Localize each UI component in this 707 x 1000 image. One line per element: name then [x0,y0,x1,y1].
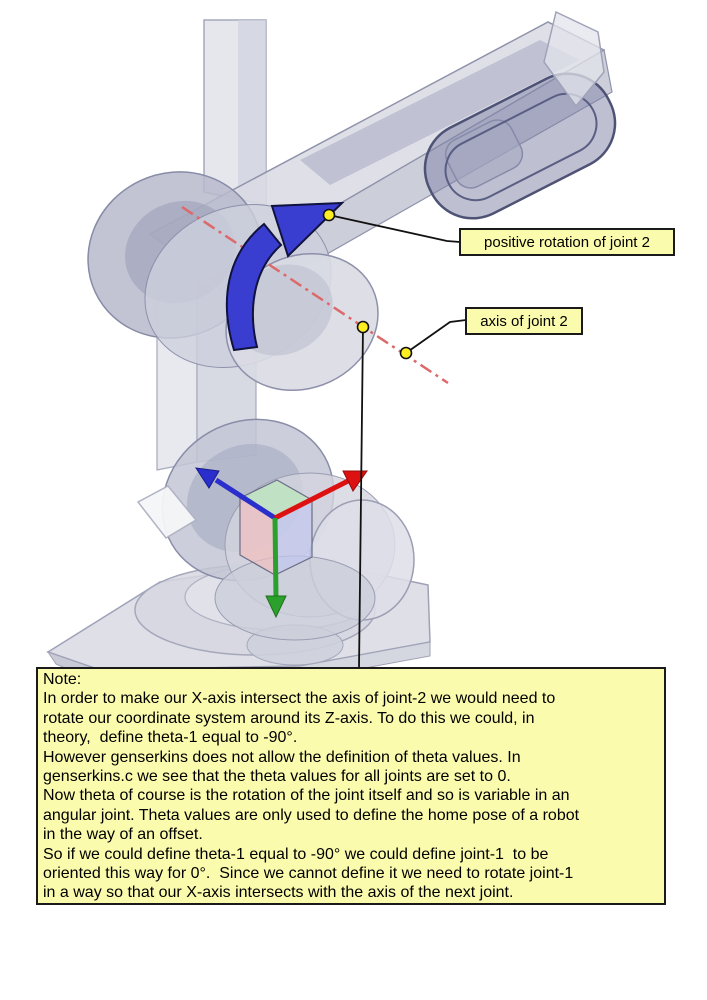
note-line: oriented this way for 0°. Since we cannot define it we need to rotate joint-1 [43,865,574,883]
axis-marker-dot-1 [358,322,369,333]
note-line: genserkins.c we see that the theta values for all joints are set to 0. [43,768,511,786]
note-line: In order to make our X-axis intersect the axis of joint-2 we would need to [43,690,556,708]
y-axis-arrow-shaft [275,518,276,598]
note-box [36,667,666,905]
note-line: angular joint. Theta values are only used to define the home pose of a robot [43,806,580,824]
robot-arm-body [48,12,631,684]
note-line: So if we could define theta-1 equal to -90° we could define joint-1 to be [43,845,549,863]
axis-of-joint-label: axis of joint 2 [465,307,583,335]
note-line: in the way of an offset. [43,826,203,844]
note-line: Now theta of course is the rotation of the joint itself and so is variable in an [43,787,570,805]
axis-marker-dot-2 [401,348,412,359]
note-line: rotate our coordinate system around its Z-axis. To do this we could, in [43,709,535,727]
joint1-cylinder-bottom [215,556,375,640]
axis-callout-line [406,320,466,353]
note-line: Note: [43,671,82,688]
note-text [43,670,659,903]
note-line: theory, define theta-1 equal to -90°. [43,729,298,747]
positive-rotation-label: positive rotation of joint 2 [459,228,675,256]
rotation-marker-dot [324,210,335,221]
note-line: However genserkins does not allow the definition of theta values. In [43,748,521,766]
note-line: in a way so that our X-axis intersects with the axis of the next joint. [43,884,514,902]
